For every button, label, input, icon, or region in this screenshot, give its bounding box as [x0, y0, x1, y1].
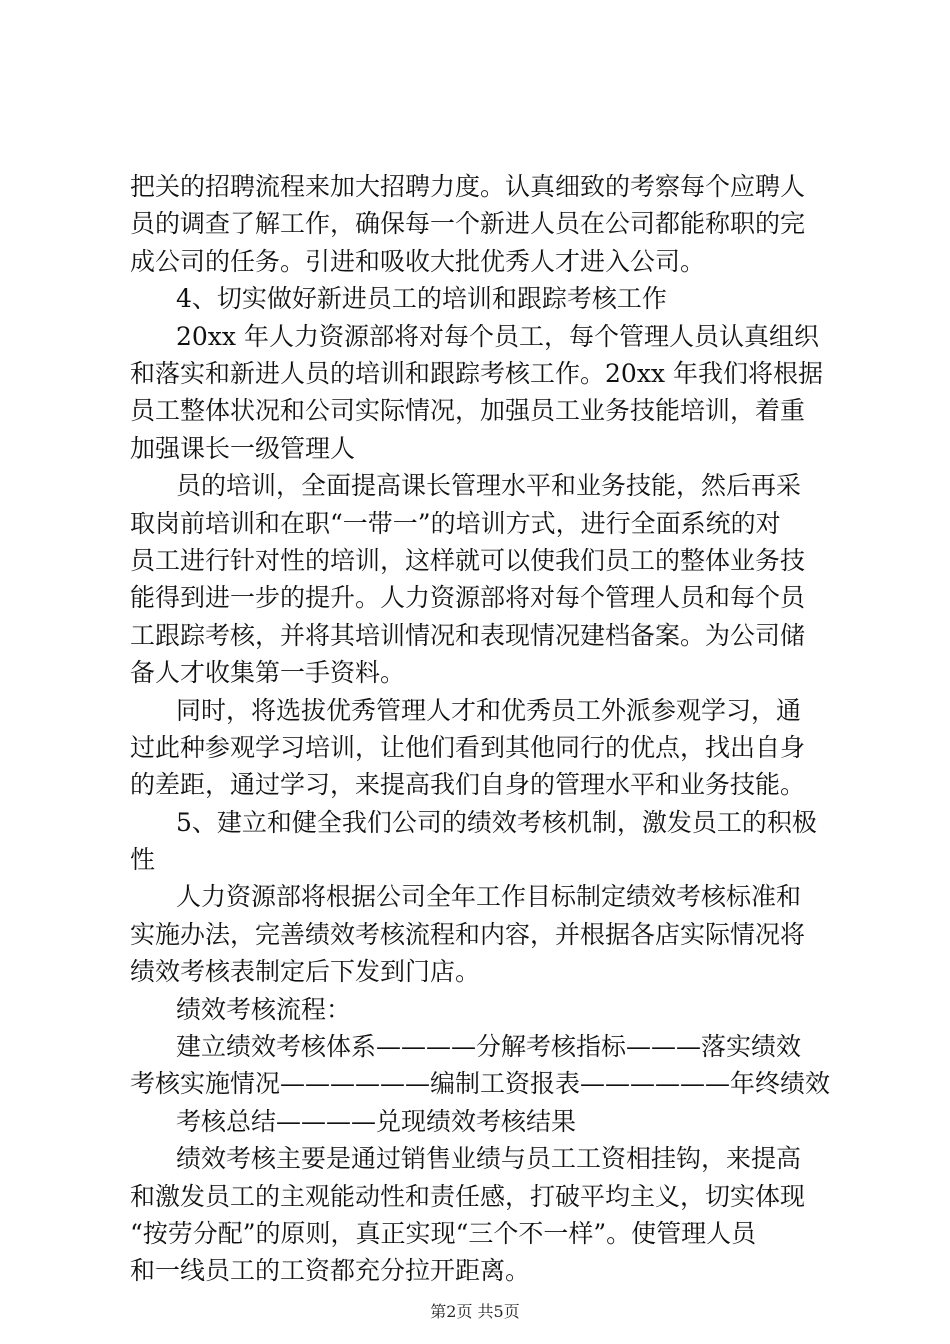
- text-line: [0, 167, 950, 207]
- text-line: [0, 1139, 950, 1179]
- line-text: 员工进行针对性的培训，这样就可以使我们员工的整体业务技: [130, 546, 806, 575]
- line-text: 员的培训，全面提高课长管理水平和业务技能，然后再采: [176, 471, 802, 500]
- line-text: 性: [130, 845, 156, 874]
- text-line: [0, 616, 950, 656]
- text-line: [0, 204, 950, 244]
- text-line: [0, 1102, 950, 1142]
- text-line: [0, 541, 950, 581]
- line-text: 绩效考核流程：: [176, 995, 352, 1024]
- line-text: 取岗前培训和在职“一带一”的培训方式，进行全面系统的对: [130, 509, 781, 538]
- text-line: [0, 242, 950, 282]
- text-line: [0, 1177, 950, 1217]
- line-text: 4、切实做好新进员工的培训和跟踪考核工作: [176, 284, 667, 313]
- line-text: 绩效考核主要是通过销售业绩与员工工资相挂钩，来提高: [176, 1144, 802, 1173]
- line-text: “按劳分配”的原则，真正实现“三个不一样”。使管理人员: [130, 1219, 757, 1248]
- line-text: 的差距，通过学习，来提高我们自身的管理水平和业务技能。: [130, 770, 806, 799]
- text-line: [0, 765, 950, 805]
- line-text: 和一线员工的工资都充分拉开距离。: [130, 1256, 531, 1285]
- line-text: 实施办法，完善绩效考核流程和内容，并根据各店实际情况将: [130, 920, 806, 949]
- section-heading: [0, 803, 950, 843]
- line-text: 工跟踪考核，并将其培训情况和表现情况建档备案。为公司储: [130, 621, 806, 650]
- line-text: 备人才收集第一手资料。: [130, 658, 406, 687]
- line-text: 考核总结————兑现绩效考核结果: [176, 1107, 577, 1136]
- text-line: [0, 317, 950, 357]
- page-number: 第2页 共5页: [430, 1302, 520, 1321]
- line-text: 和落实和新进人员的培训和跟踪考核工作。20xx 年我们将根据: [130, 359, 823, 388]
- line-text: 同时，将选拔优秀管理人才和优秀员工外派参观学习，通: [176, 696, 802, 725]
- section-heading: [0, 279, 950, 319]
- text-line: [0, 1064, 950, 1104]
- text-line: [0, 354, 950, 394]
- line-text: 考核实施情况——————编制工资报表——————年终绩效: [130, 1069, 831, 1098]
- text-line: [0, 691, 950, 731]
- section-heading: [0, 840, 950, 880]
- text-line: [0, 990, 950, 1030]
- text-line: [0, 1027, 950, 1067]
- line-text: 把关的招聘流程来加大招聘力度。认真细致的考察每个应聘人: [130, 172, 806, 201]
- text-line: [0, 1214, 950, 1254]
- text-line: [0, 578, 950, 618]
- line-text: 能得到进一步的提升。人力资源部将对每个管理人员和每个员: [130, 583, 806, 612]
- line-text: 20xx 年人力资源部将对每个员工，每个管理人员认真组织: [176, 322, 819, 351]
- text-line: [0, 1251, 950, 1291]
- line-text: 员工整体状况和公司实际情况，加强员工业务技能培训，着重: [130, 396, 806, 425]
- line-text: 过此种参观学习培训，让他们看到其他同行的优点，找出自身: [130, 733, 806, 762]
- line-text: 加强课长一级管理人: [130, 434, 356, 463]
- line-text: 和激发员工的主观能动性和责任感，打破平均主义，切实体现: [130, 1182, 806, 1211]
- text-line: [0, 915, 950, 955]
- line-text: 5、建立和健全我们公司的绩效考核机制，激发员工的积极: [176, 808, 817, 837]
- text-line: [0, 877, 950, 917]
- text-line: [0, 391, 950, 431]
- text-line: [0, 429, 950, 469]
- line-text: 成公司的任务。引进和吸收大批优秀人才进入公司。: [130, 247, 706, 276]
- text-line: [0, 504, 950, 544]
- text-line: [0, 653, 950, 693]
- text-line: [0, 466, 950, 506]
- text-line: [0, 728, 950, 768]
- line-text: 员的调查了解工作，确保每一个新进人员在公司都能称职的完: [130, 209, 806, 238]
- line-text: 建立绩效考核体系————分解考核指标———落实绩效: [176, 1032, 802, 1061]
- text-line: [0, 952, 950, 992]
- line-text: 绩效考核表制定后下发到门店。: [130, 957, 481, 986]
- line-text: 人力资源部将根据公司全年工作目标制定绩效考核标准和: [176, 882, 802, 911]
